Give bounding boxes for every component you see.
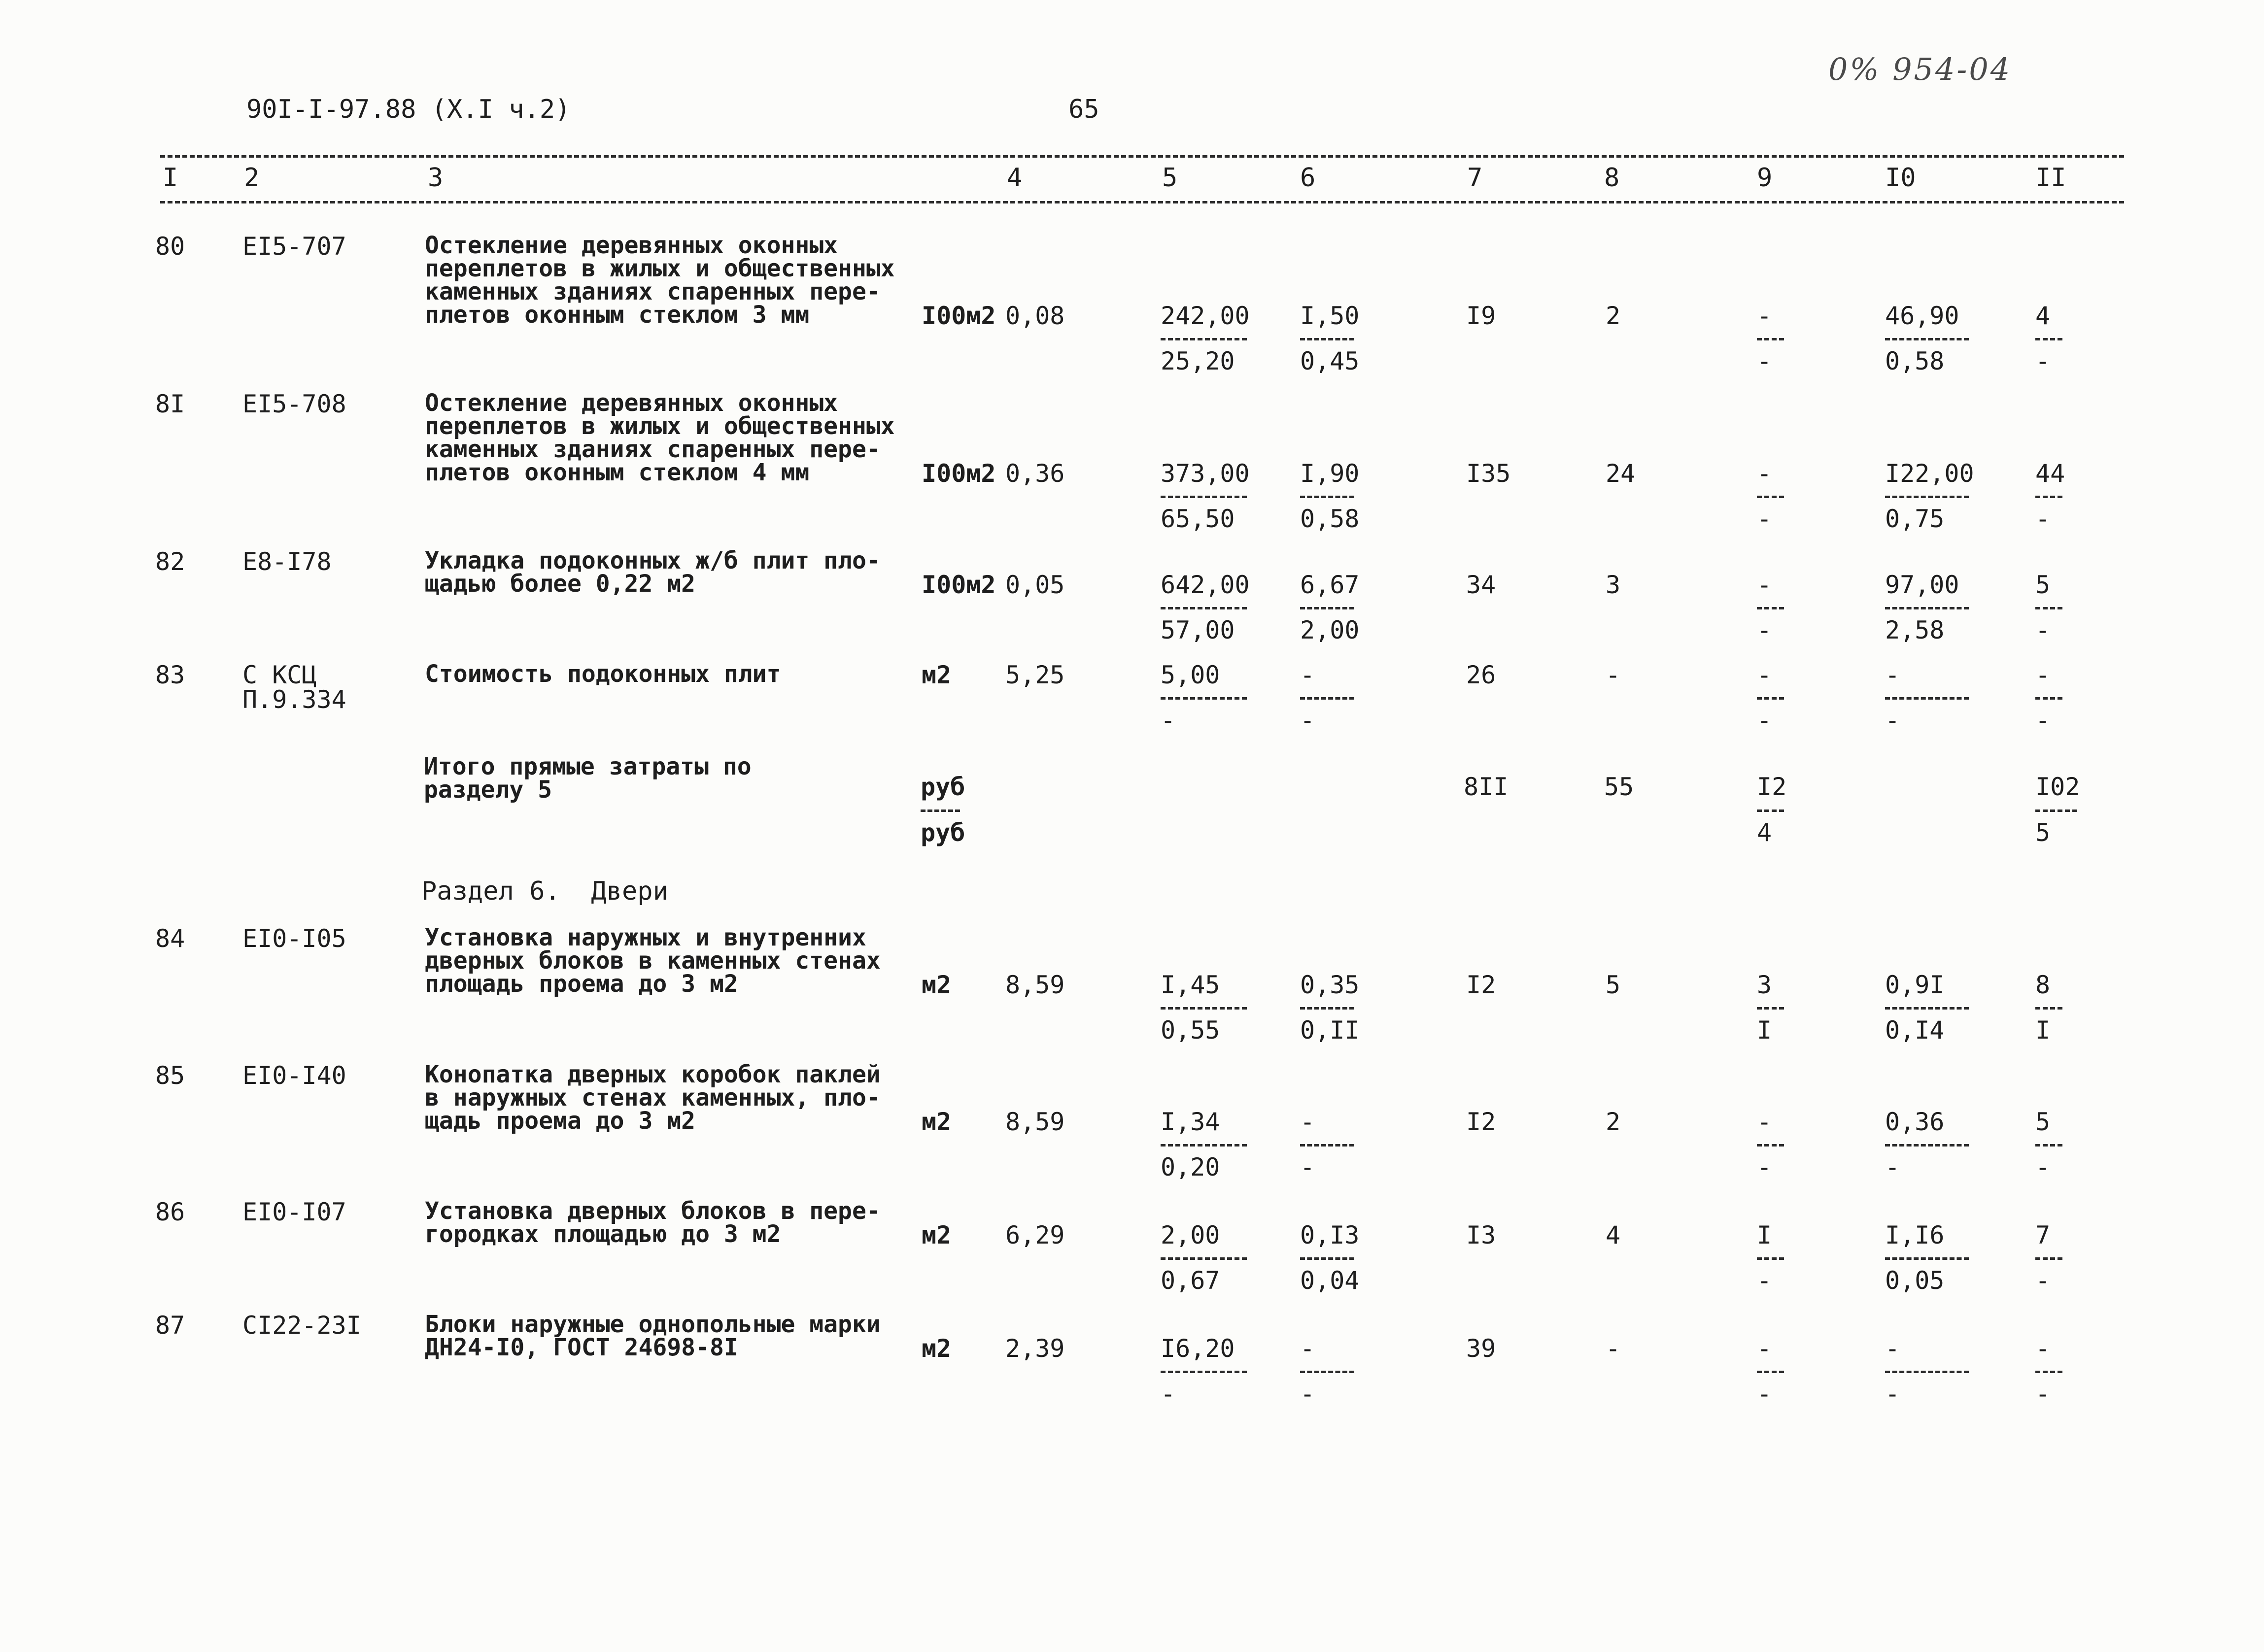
row-col-10-bottom: - bbox=[1885, 1380, 1900, 1408]
row-col-9-bottom: - bbox=[1757, 706, 1772, 735]
column-header-9: 9 bbox=[1757, 163, 1773, 193]
row-unit: м2 bbox=[922, 661, 952, 689]
row-col-6-bottom: - bbox=[1300, 1380, 1315, 1408]
row-col-8: - bbox=[1606, 661, 1621, 689]
row-col-5-bottom: 65,50 bbox=[1161, 505, 1235, 533]
fraction-rule bbox=[1757, 1007, 1784, 1010]
column-header-10: I0 bbox=[1885, 163, 1916, 193]
row-col-5: I6,20 bbox=[1161, 1334, 1235, 1363]
row-col-6-bottom: - bbox=[1300, 706, 1315, 735]
row-col-8: - bbox=[1606, 1334, 1621, 1363]
row-col-6-bottom: 0,45 bbox=[1300, 347, 1360, 375]
row-col-6: 6,67 bbox=[1300, 571, 1360, 599]
row-col-5: 2,00 bbox=[1161, 1221, 1220, 1249]
section-6-title: Раздел 6. Двери bbox=[421, 877, 668, 906]
row-col-11: 44 bbox=[2035, 459, 2065, 488]
fraction-rule bbox=[1161, 338, 1247, 340]
row-col-11-bottom: - bbox=[2035, 347, 2051, 375]
row-unit: м2 bbox=[922, 1334, 952, 1363]
column-header-3: 3 bbox=[428, 163, 444, 193]
row-col-8: 3 bbox=[1606, 571, 1621, 599]
row-col-9-bottom: - bbox=[1757, 505, 1772, 533]
column-header-5: 5 bbox=[1162, 163, 1178, 193]
fraction-rule bbox=[2035, 607, 2062, 609]
row-col-10-bottom: - bbox=[1885, 1153, 1900, 1181]
fraction-rule bbox=[1885, 1007, 1969, 1010]
row-col-10-bottom: 0,58 bbox=[1885, 347, 1945, 375]
row-col-9-bottom: - bbox=[1757, 1380, 1772, 1408]
row-col-6: - bbox=[1300, 1108, 1315, 1136]
fraction-rule bbox=[1757, 338, 1784, 340]
row-number: 83 bbox=[155, 661, 185, 689]
subtotal-col-9-rule bbox=[1757, 809, 1784, 812]
row-quantity: 5,25 bbox=[1005, 661, 1065, 689]
fraction-rule bbox=[1757, 496, 1784, 498]
fraction-rule bbox=[1885, 697, 1969, 700]
fraction-rule bbox=[1161, 607, 1247, 609]
row-col-11: 5 bbox=[2035, 1108, 2051, 1136]
fraction-rule bbox=[1757, 607, 1784, 609]
row-quantity: 6,29 bbox=[1005, 1221, 1065, 1249]
row-col-7: 34 bbox=[1466, 571, 1496, 599]
fraction-rule bbox=[2035, 697, 2062, 700]
row-col-9-bottom: - bbox=[1757, 347, 1772, 375]
fraction-rule bbox=[1300, 607, 1354, 609]
row-unit: м2 bbox=[922, 971, 952, 999]
fraction-rule bbox=[2035, 496, 2062, 498]
row-col-10: 46,90 bbox=[1885, 302, 1959, 330]
handwritten-note: 0% 954-04 bbox=[1828, 51, 2012, 87]
subtotal-unit-bottom: руб bbox=[921, 818, 965, 847]
fraction-rule bbox=[1300, 1144, 1354, 1146]
row-col-6: I,90 bbox=[1300, 459, 1360, 488]
row-col-5: 242,00 bbox=[1161, 302, 1250, 330]
row-quantity: 8,59 bbox=[1005, 971, 1065, 999]
fraction-rule bbox=[1161, 697, 1247, 700]
row-description: Конопатка дверных коробок паклей в наружных стенах каменных, пло- щадь проема до 3 м2 bbox=[425, 1061, 881, 1135]
fraction-rule bbox=[1300, 1007, 1354, 1010]
row-col-5-bottom: 25,20 bbox=[1161, 347, 1235, 375]
row-col-6-bottom: 0,04 bbox=[1300, 1266, 1360, 1295]
subtotal-col-11-bottom: 5 bbox=[2035, 818, 2051, 847]
fraction-rule bbox=[2035, 1144, 2062, 1146]
row-col-10: - bbox=[1885, 1334, 1900, 1363]
row-col-9: - bbox=[1757, 459, 1772, 488]
row-col-11-bottom: - bbox=[2035, 616, 2051, 644]
row-col-10: I,I6 bbox=[1885, 1221, 1945, 1249]
row-number: 86 bbox=[155, 1198, 185, 1226]
row-description: Остекление деревянных оконных переплетов в жилых и общественных каменных зданиях спаренных пере- плетов оконным стеклом 4 мм bbox=[425, 389, 895, 486]
fraction-rule bbox=[1300, 338, 1354, 340]
row-unit: I00м2 bbox=[922, 459, 996, 488]
row-col-11: 7 bbox=[2035, 1221, 2051, 1249]
row-col-6: I,50 bbox=[1300, 302, 1360, 330]
subtotal-unit-top: руб bbox=[921, 773, 965, 801]
row-col-5-bottom: 57,00 bbox=[1161, 616, 1235, 644]
column-header-4: 4 bbox=[1007, 163, 1023, 193]
fraction-rule bbox=[1885, 338, 1969, 340]
row-description: Укладка подоконных ж/б плит пло- щадью более 0,22 м2 bbox=[425, 547, 881, 598]
fraction-rule bbox=[2035, 1371, 2062, 1373]
row-col-10: - bbox=[1885, 661, 1900, 689]
row-col-10: I22,00 bbox=[1885, 459, 1974, 488]
row-col-9: 3 bbox=[1757, 971, 1772, 999]
row-col-7: I3 bbox=[1466, 1221, 1496, 1249]
row-description: Блоки наружные однопольные марки ДН24-I0, ГОСТ 24698-8I bbox=[425, 1311, 881, 1361]
row-col-11: - bbox=[2035, 1334, 2051, 1363]
document-code: 90I-I-97.88 (Х.I ч.2) bbox=[246, 95, 571, 124]
row-col-11-bottom: - bbox=[2035, 706, 2051, 735]
row-col-7: 26 bbox=[1466, 661, 1496, 689]
subtotal-col-7: 8II bbox=[1464, 773, 1509, 801]
row-col-5-bottom: - bbox=[1161, 1380, 1176, 1408]
row-number: 8I bbox=[155, 390, 185, 418]
row-quantity: 8,59 bbox=[1005, 1108, 1065, 1136]
row-col-9: I bbox=[1757, 1221, 1772, 1249]
row-col-11: 5 bbox=[2035, 571, 2051, 599]
row-code: ЕI0-I07 bbox=[242, 1198, 346, 1226]
row-code: ЕI0-I40 bbox=[242, 1061, 346, 1090]
row-code: С КСЦ П.9.334 bbox=[242, 661, 346, 714]
row-col-7: I9 bbox=[1466, 302, 1496, 330]
row-col-11: - bbox=[2035, 661, 2051, 689]
row-col-10: 0,36 bbox=[1885, 1108, 1945, 1136]
row-col-9: - bbox=[1757, 571, 1772, 599]
row-col-6-bottom: - bbox=[1300, 1153, 1315, 1181]
row-col-11-bottom: - bbox=[2035, 1266, 2051, 1295]
row-col-6-bottom: 2,00 bbox=[1300, 616, 1360, 644]
row-col-9-bottom: - bbox=[1757, 1153, 1772, 1181]
row-col-6-bottom: 0,58 bbox=[1300, 505, 1360, 533]
row-col-9: - bbox=[1757, 661, 1772, 689]
subtotal-unit-rule bbox=[921, 809, 960, 812]
row-code: ЕI5-708 bbox=[242, 390, 346, 418]
row-col-9: - bbox=[1757, 302, 1772, 330]
row-col-9-bottom: - bbox=[1757, 1266, 1772, 1295]
row-col-6: - bbox=[1300, 1334, 1315, 1363]
column-header-1: I bbox=[163, 163, 178, 193]
fraction-rule bbox=[1885, 1257, 1969, 1260]
column-header-6: 6 bbox=[1300, 163, 1316, 193]
fraction-rule bbox=[1885, 607, 1969, 609]
row-col-5: I,34 bbox=[1161, 1108, 1220, 1136]
row-col-10-bottom: 0,I4 bbox=[1885, 1016, 1945, 1045]
row-col-8: 2 bbox=[1606, 302, 1621, 330]
row-col-7: I2 bbox=[1466, 1108, 1496, 1136]
row-quantity: 0,36 bbox=[1005, 459, 1065, 488]
row-col-8: 4 bbox=[1606, 1221, 1621, 1249]
row-col-8: 5 bbox=[1606, 971, 1621, 999]
row-col-7: I2 bbox=[1466, 971, 1496, 999]
row-col-9: - bbox=[1757, 1108, 1772, 1136]
fraction-rule bbox=[1757, 1371, 1784, 1373]
row-code: ЕI5-707 bbox=[242, 232, 346, 261]
row-col-9-bottom: - bbox=[1757, 616, 1772, 644]
row-code: ЕI0-I05 bbox=[242, 924, 346, 953]
row-number: 80 bbox=[155, 232, 185, 261]
header-bottom-rule bbox=[160, 201, 2124, 203]
row-col-9: - bbox=[1757, 1334, 1772, 1363]
row-number: 87 bbox=[155, 1311, 185, 1340]
fraction-rule bbox=[2035, 1007, 2062, 1010]
fraction-rule bbox=[1885, 1144, 1969, 1146]
row-quantity: 2,39 bbox=[1005, 1334, 1065, 1363]
row-col-10-bottom: 0,05 bbox=[1885, 1266, 1945, 1295]
row-col-10-bottom: 0,75 bbox=[1885, 505, 1945, 533]
fraction-rule bbox=[1300, 1257, 1354, 1260]
row-col-11-bottom: - bbox=[2035, 505, 2051, 533]
subtotal-col-8: 55 bbox=[1604, 773, 1634, 801]
fraction-rule bbox=[1757, 1257, 1784, 1260]
row-col-10: 97,00 bbox=[1885, 571, 1959, 599]
subtotal-col-9: I2 bbox=[1757, 773, 1787, 801]
column-header-11: II bbox=[2035, 163, 2066, 193]
fraction-rule bbox=[1300, 697, 1354, 700]
row-col-11-bottom: I bbox=[2035, 1016, 2051, 1045]
row-description: Установка наружных и внутренних дверных блоков в каменных стенах площадь проема до 3 м2 bbox=[425, 924, 881, 998]
fraction-rule bbox=[2035, 338, 2062, 340]
row-description: Стоимость подоконных плит bbox=[425, 660, 781, 688]
row-col-10-bottom: - bbox=[1885, 706, 1900, 735]
row-number: 84 bbox=[155, 924, 185, 953]
row-col-11-bottom: - bbox=[2035, 1153, 2051, 1181]
row-col-11: 8 bbox=[2035, 971, 2051, 999]
row-description: Остекление деревянных оконных переплетов в жилых и общественных каменных зданиях спаренных пере- плетов оконным стеклом 3 мм bbox=[425, 232, 895, 329]
column-header-2: 2 bbox=[244, 163, 260, 193]
fraction-rule bbox=[2035, 1257, 2062, 1260]
row-unit: м2 bbox=[922, 1221, 952, 1249]
row-col-8: 2 bbox=[1606, 1108, 1621, 1136]
row-number: 82 bbox=[155, 547, 185, 576]
row-col-8: 24 bbox=[1606, 459, 1636, 488]
row-quantity: 0,05 bbox=[1005, 571, 1065, 599]
row-col-5: 5,00 bbox=[1161, 661, 1220, 689]
row-col-7: I35 bbox=[1466, 459, 1511, 488]
row-col-11: 4 bbox=[2035, 302, 2051, 330]
row-col-6: 0,I3 bbox=[1300, 1221, 1360, 1249]
page-number: 65 bbox=[1068, 95, 1099, 124]
row-col-10-bottom: 2,58 bbox=[1885, 616, 1945, 644]
row-col-5: I,45 bbox=[1161, 971, 1220, 999]
row-col-5: 373,00 bbox=[1161, 459, 1250, 488]
row-col-11-bottom: - bbox=[2035, 1380, 2051, 1408]
row-quantity: 0,08 bbox=[1005, 302, 1065, 330]
fraction-rule bbox=[1161, 1007, 1247, 1010]
row-col-6-bottom: 0,II bbox=[1300, 1016, 1360, 1045]
fraction-rule bbox=[1161, 496, 1247, 498]
row-col-5-bottom: - bbox=[1161, 706, 1176, 735]
column-header-8: 8 bbox=[1604, 163, 1620, 193]
subtotal-col-11-rule bbox=[2035, 809, 2077, 812]
row-col-5-bottom: 0,20 bbox=[1161, 1153, 1220, 1181]
row-col-10: 0,9I bbox=[1885, 971, 1945, 999]
row-col-5-bottom: 0,67 bbox=[1161, 1266, 1220, 1295]
fraction-rule bbox=[1300, 496, 1354, 498]
fraction-rule bbox=[1757, 1144, 1784, 1146]
fraction-rule bbox=[1161, 1144, 1247, 1146]
fraction-rule bbox=[1161, 1257, 1247, 1260]
row-col-7: 39 bbox=[1466, 1334, 1496, 1363]
fraction-rule bbox=[1300, 1371, 1354, 1373]
row-unit: м2 bbox=[922, 1108, 952, 1136]
row-unit: I00м2 bbox=[922, 302, 996, 330]
subtotal-col-11: I02 bbox=[2035, 773, 2080, 801]
fraction-rule bbox=[1757, 697, 1784, 700]
row-code: СI22-23I bbox=[242, 1311, 361, 1340]
fraction-rule bbox=[1161, 1371, 1247, 1373]
subtotal-label: Итого прямые затраты по разделу 5 bbox=[424, 753, 752, 804]
row-col-5: 642,00 bbox=[1161, 571, 1250, 599]
row-unit: I00м2 bbox=[922, 571, 996, 599]
row-col-6: 0,35 bbox=[1300, 971, 1360, 999]
subtotal-col-9-bottom: 4 bbox=[1757, 818, 1772, 847]
row-description: Установка дверных блоков в пере- городках площадью до 3 м2 bbox=[425, 1197, 881, 1248]
row-col-9-bottom: I bbox=[1757, 1016, 1772, 1045]
fraction-rule bbox=[1885, 496, 1969, 498]
fraction-rule bbox=[1885, 1371, 1969, 1373]
row-col-5-bottom: 0,55 bbox=[1161, 1016, 1220, 1045]
header-top-rule bbox=[160, 155, 2124, 158]
row-number: 85 bbox=[155, 1061, 185, 1090]
row-code: Е8-I78 bbox=[242, 547, 332, 576]
row-col-6: - bbox=[1300, 661, 1315, 689]
column-header-7: 7 bbox=[1467, 163, 1483, 193]
